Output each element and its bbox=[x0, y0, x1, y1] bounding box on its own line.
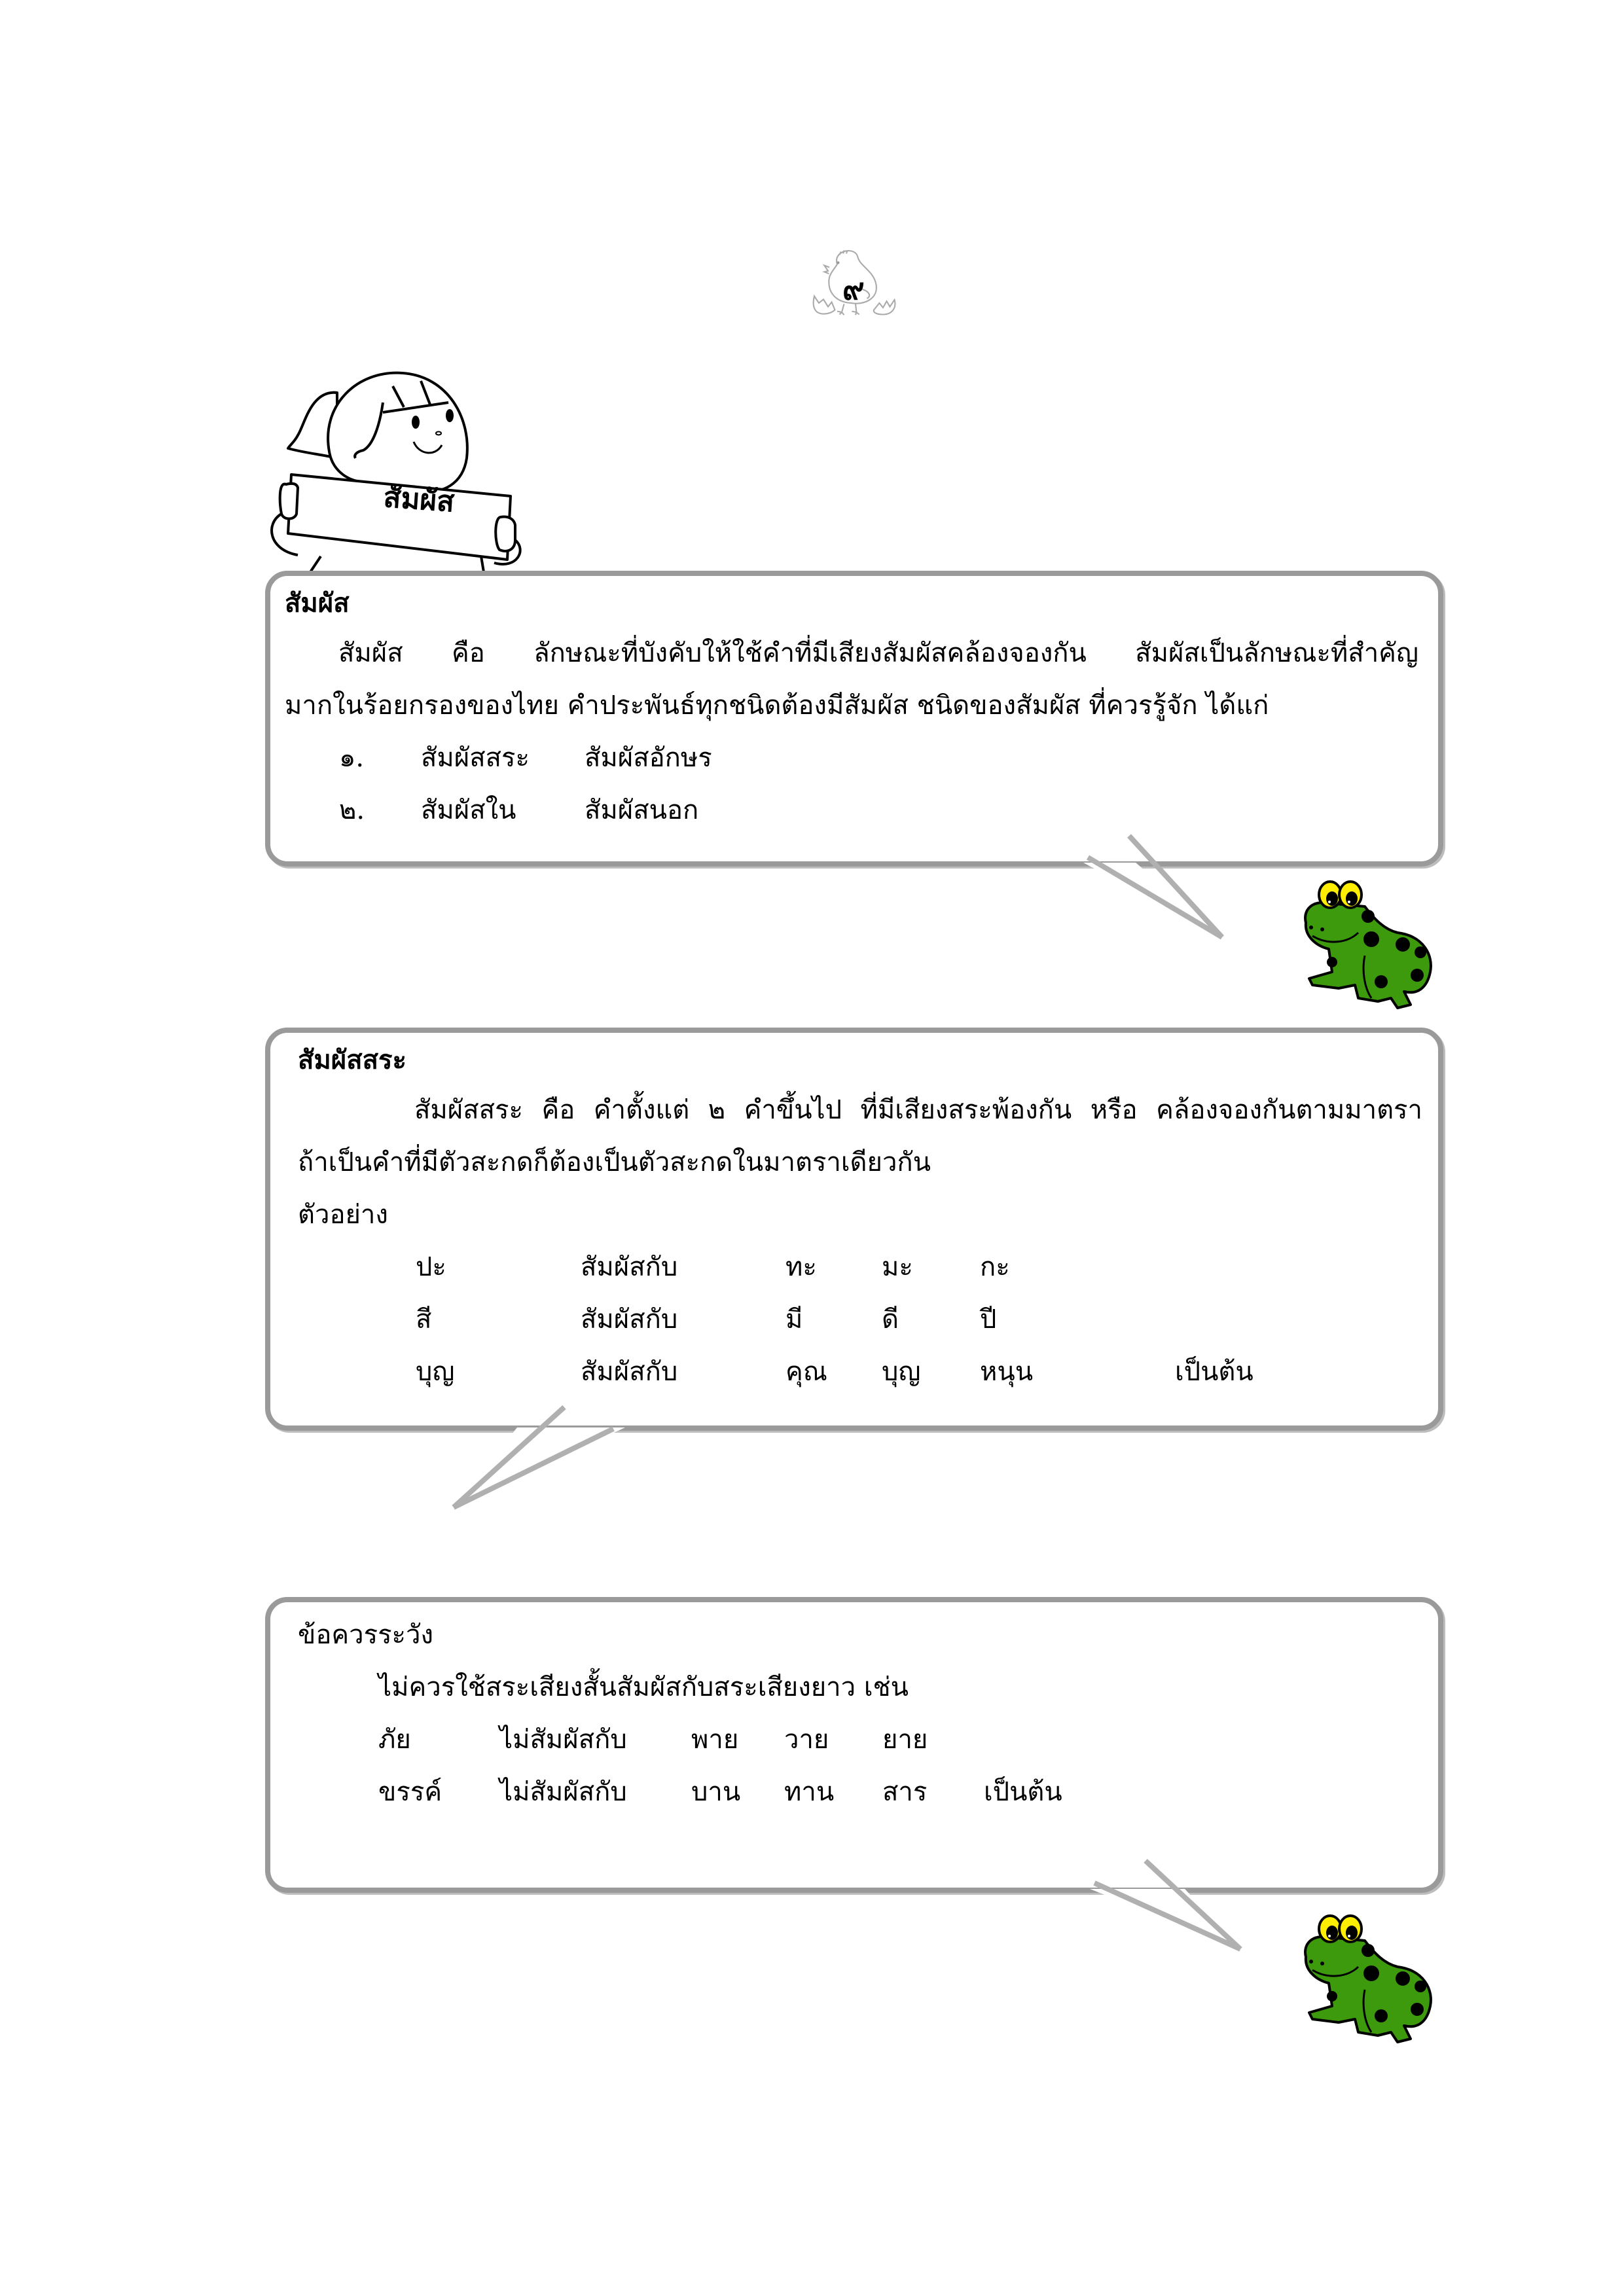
paragraph-line: ถ้าเป็นคำที่มีตัวสะกดก็ต้องเป็นตัวสะกดในมาตราเดียวกัน bbox=[298, 1147, 931, 1177]
tail-gap bbox=[1090, 1889, 1240, 1949]
example-rhyme: พาย bbox=[691, 1725, 739, 1755]
example-tail: เป็นต้น bbox=[984, 1777, 1062, 1807]
tail-gap bbox=[1083, 863, 1222, 937]
paragraph-line: มากในร้อยกรองของไทย คำประพันธ์ทุกชนิดต้องมีสัมผัส ชนิดของสัมผัส ที่ควรรู้จัก ได้แก่ bbox=[285, 691, 1269, 721]
page-number: ๙ bbox=[842, 271, 865, 306]
paragraph-line: ไม่ควรใช้สระเสียงสั้นสัมผัสกับสระเสียงยาว เช่น bbox=[378, 1672, 909, 1702]
sign-label: สัมผัส bbox=[382, 480, 456, 519]
paragraph-line: สัมผัสสระ คือ คำตั้งแต่ ๒ คำขึ้นไป ที่มีเสียงสระพ้องกัน หรือ คล้องจองกันตามมาตรา bbox=[414, 1095, 1422, 1125]
example-word: ขรรค์ bbox=[378, 1777, 442, 1807]
tail-line bbox=[1088, 857, 1222, 937]
frog-illustration bbox=[1293, 1908, 1443, 2052]
paragraph-line: สัมผัส คือ ลักษณะที่บังคับให้ใช้คำที่มีเสียงสัมผัสคล้องจองกัน สัมผัสเป็นลักษณะที่สำคัญ bbox=[338, 638, 1418, 668]
example-relation: ไม่สัมผัสกับ bbox=[499, 1777, 627, 1807]
tail-gap bbox=[454, 1427, 625, 1507]
example-rhyme: มี bbox=[785, 1304, 803, 1335]
frog-icon bbox=[1293, 874, 1443, 1018]
page-number-badge bbox=[782, 232, 920, 337]
list-term: สัมผัสใน bbox=[421, 795, 516, 825]
example-word: ภัย bbox=[378, 1725, 411, 1755]
example-rhyme: คุณ bbox=[785, 1357, 827, 1387]
girl-holding-sign-icon bbox=[259, 353, 547, 576]
rhyme-definition-box bbox=[265, 571, 1443, 867]
example-word: สี bbox=[416, 1304, 432, 1335]
list-term: สัมผัสนอก bbox=[585, 795, 699, 825]
example-rhyme: ดี bbox=[882, 1304, 899, 1335]
example-rhyme: บาน bbox=[691, 1777, 741, 1807]
example-relation: สัมผัสกับ bbox=[581, 1304, 678, 1335]
list-number: ๑. bbox=[339, 743, 365, 773]
example-rhyme: หนุน bbox=[980, 1357, 1034, 1387]
tail-line bbox=[454, 1429, 613, 1507]
list-term: สัมผัสสระ bbox=[421, 743, 530, 773]
example-rhyme: วาย bbox=[784, 1725, 829, 1755]
example-relation: สัมผัสกับ bbox=[581, 1357, 678, 1387]
example-rhyme: ทะ bbox=[785, 1252, 817, 1282]
frog-icon bbox=[1293, 1908, 1443, 2052]
section-heading: ข้อควรระวัง bbox=[298, 1620, 434, 1650]
example-relation: ไม่สัมผัสกับ bbox=[499, 1725, 627, 1755]
example-rhyme: ปี bbox=[980, 1304, 997, 1335]
list-term: สัมผัสอักษร bbox=[585, 743, 712, 773]
section-heading: สัมผัสสระ bbox=[298, 1045, 407, 1075]
tail-line bbox=[1094, 1883, 1240, 1949]
example-word: บุญ bbox=[416, 1357, 455, 1387]
vowel-rhyme-box bbox=[265, 1028, 1443, 1431]
caution-box bbox=[265, 1597, 1443, 1893]
frog-illustration bbox=[1293, 874, 1443, 1018]
example-rhyme: สาร bbox=[882, 1777, 928, 1807]
example-rhyme: ยาย bbox=[882, 1725, 928, 1755]
example-relation: สัมผัสกับ bbox=[581, 1252, 678, 1282]
example-rhyme: บุญ bbox=[882, 1357, 921, 1387]
example-tail: เป็นต้น bbox=[1175, 1357, 1254, 1387]
example-label: ตัวอย่าง bbox=[298, 1200, 388, 1230]
section-heading: สัมผัส bbox=[285, 588, 350, 619]
example-rhyme: กะ bbox=[980, 1252, 1010, 1282]
example-word: ปะ bbox=[416, 1252, 446, 1282]
list-number: ๒. bbox=[339, 795, 365, 825]
example-rhyme: มะ bbox=[882, 1252, 913, 1282]
example-rhyme: ทาน bbox=[784, 1777, 835, 1807]
girl-illustration bbox=[259, 353, 547, 576]
